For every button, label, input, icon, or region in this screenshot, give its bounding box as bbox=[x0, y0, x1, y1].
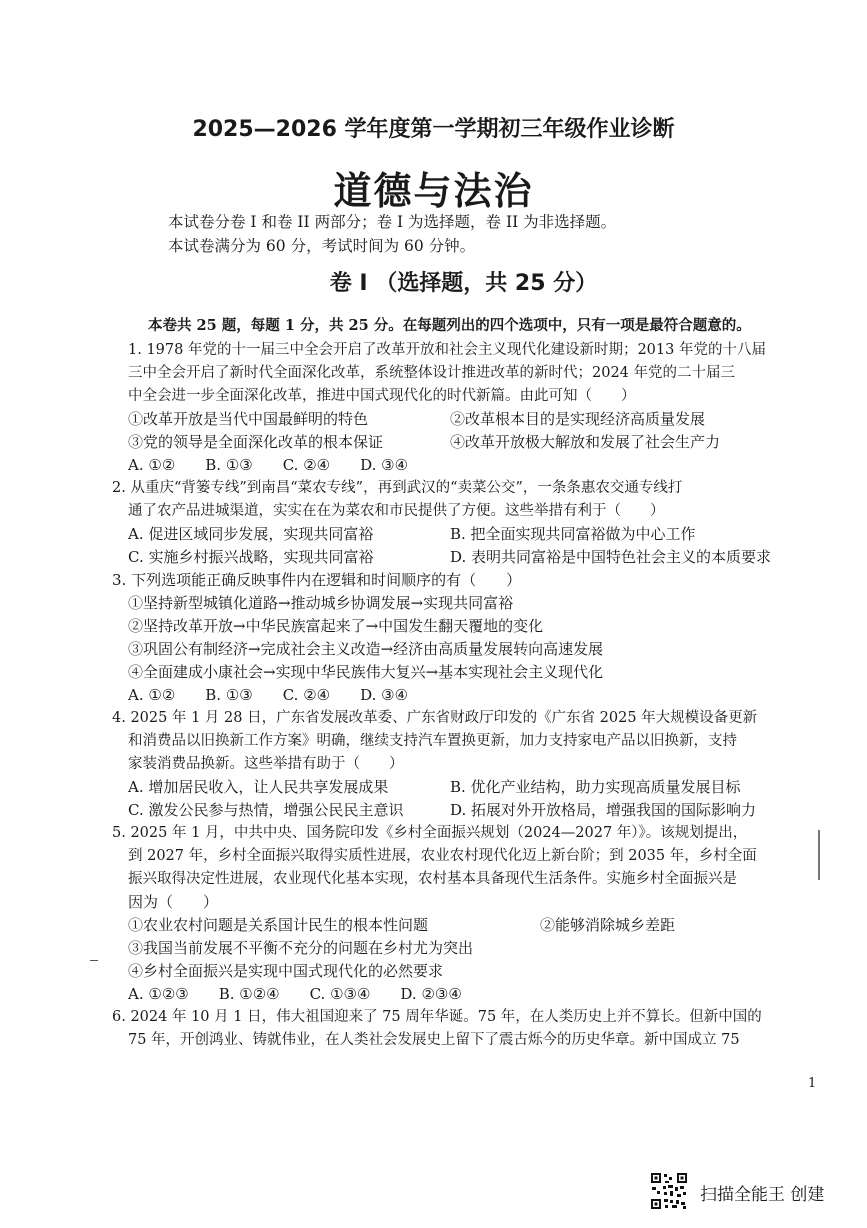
question-3-statement-2: ②坚持改革开放→中华民族富起来了→中国发生翻天覆地的变化 bbox=[128, 617, 544, 635]
scanner-watermark: 扫描全能王 创建 bbox=[700, 1185, 825, 1205]
question-1-line-3: 中全会进一步全面深化改革，推进中国式现代化的时代新篇。由此可知（ ） bbox=[128, 388, 636, 404]
question-1-statement-1: ①改革开放是当代中国最鲜明的特色 bbox=[128, 410, 369, 428]
section-title: 卷 I （选择题，共 25 分） bbox=[329, 271, 598, 296]
scan-artifact bbox=[90, 960, 98, 961]
question-5-statement-1: ①农业农村问题是关系国计民生的根本性问题 bbox=[128, 916, 429, 934]
question-2-option-a: A. 促进区域同步发展，实现共同富裕 bbox=[128, 525, 374, 543]
question-4-option-d: D. 拓展对外开放格局，增强我国的国际影响力 bbox=[450, 801, 757, 819]
question-1-options: A. ①② B. ①③ C. ②④ D. ③④ bbox=[128, 456, 409, 474]
question-3-statement-3: ③巩固公有制经济→完成社会主义改造→经济由高质量发展转向高速发展 bbox=[128, 640, 604, 658]
question-5-statement-3: ③我国当前发展不平衡不充分的问题在乡村尤为突出 bbox=[128, 939, 474, 957]
question-4-option-a: A. 增加居民收入，让人民共享发展成果 bbox=[128, 778, 389, 796]
question-5-line-2: 到 2027 年，乡村全面振兴取得实质性进展，农业农村现代化迈上新台阶；到 2035 年，乡村全面 bbox=[128, 848, 757, 864]
page-number: 1 bbox=[808, 1076, 817, 1091]
question-5-statement-4: ④乡村全面振兴是实现中国式现代化的必然要求 bbox=[128, 962, 444, 980]
scan-edge-mark bbox=[818, 830, 820, 880]
section-instruction: 本卷共 25 题，每题 1 分，共 25 分。在每题列出的四个选项中，只有一项是最符合题意的。 bbox=[148, 317, 751, 334]
question-6-line-2: 75 年，开创鸿业、铸就伟业，在人类社会发展史上留下了震古烁今的历史华章。新中国成立 75 bbox=[128, 1032, 740, 1048]
question-5-options: A. ①②③ B. ①②④ C. ①③④ D. ②③④ bbox=[128, 985, 462, 1003]
question-4-line-1: 4. 2025 年 1 月 28 日，广东省发展改革委、广东省财政厅印发的《广东省 2025 年大规模设备更新 bbox=[112, 710, 758, 726]
question-2-line-1: 2. 从重庆“背篓专线”到南昌“菜农专线”，再到武汉的“卖菜公交”，一条条惠农交通专线打 bbox=[112, 480, 683, 496]
question-3-options: A. ①② B. ①③ C. ②④ D. ③④ bbox=[128, 686, 409, 704]
question-6-line-1: 6. 2024 年 10 月 1 日，伟大祖国迎来了 75 周年华诞。75 年，在人类历史上并不算长。但新中国的 bbox=[112, 1009, 762, 1025]
exam-title: 2025—2026 学年度第一学期初三年级作业诊断 bbox=[192, 117, 675, 142]
question-2-option-c: C. 实施乡村振兴战略，实现共同富裕 bbox=[128, 548, 374, 566]
question-1-statement-4: ④改革开放极大解放和发展了社会生产力 bbox=[450, 433, 721, 451]
question-4-line-2: 和消费品以旧换新工作方案》明确，继续支持汽车置换更新，加力支持家电产品以旧换新，支持 bbox=[128, 733, 737, 749]
intro-line-2: 本试卷满分为 60 分，考试时间为 60 分钟。 bbox=[168, 237, 476, 255]
question-2-option-b: B. 把全面实现共同富裕做为中心工作 bbox=[450, 525, 696, 543]
question-2-option-d: D. 表明共同富裕是中国特色社会主义的本质要求 bbox=[450, 548, 772, 566]
question-1-statement-2: ②改革根本目的是实现经济高质量发展 bbox=[450, 410, 706, 428]
question-5-line-4: 因为（ ） bbox=[128, 893, 219, 911]
question-4-line-3: 家装消费品换新。这些举措有助于（ ） bbox=[128, 756, 404, 772]
question-3-line-1: 3. 下列选项能正确反映事件内在逻辑和时间顺序的有（ ） bbox=[112, 571, 522, 589]
intro-line-1: 本试卷分卷 I 和卷 II 两部分；卷 I 为选择题，卷 II 为非选择题。 bbox=[168, 213, 617, 231]
question-4-option-b: B. 优化产业结构，助力实现高质量发展目标 bbox=[450, 778, 741, 796]
question-5-line-1: 5. 2025 年 1 月，中共中央、国务院印发《乡村全面振兴规划（2024—2027 年）》。该规划提出， bbox=[112, 825, 748, 841]
question-3-statement-1: ①坚持新型城镇化道路→推动城乡协调发展→实现共同富裕 bbox=[128, 594, 514, 612]
question-4-option-c: C. 激发公民参与热情，增强公民民主意识 bbox=[128, 801, 404, 819]
subject-title: 道德与法治 bbox=[333, 169, 534, 213]
question-2-line-2: 通了农产品进城渠道，实实在在为菜农和市民提供了方便。这些举措有利于（ ） bbox=[128, 503, 665, 519]
qr-code-icon bbox=[650, 1172, 688, 1210]
question-5-statement-2: ②能够消除城乡差距 bbox=[540, 916, 676, 934]
question-3-statement-4: ④全面建成小康社会→实现中华民族伟大复兴→基本实现社会主义现代化 bbox=[128, 663, 604, 681]
question-1-line-2: 三中全会开启了新时代全面深化改革，系统整体设计推进改革的新时代；2024 年党的二十届三 bbox=[128, 365, 736, 381]
question-1-statement-3: ③党的领导是全面深化改革的根本保证 bbox=[128, 433, 384, 451]
question-5-line-3: 振兴取得决定性进展，农业现代化基本实现，农村基本具备现代生活条件。实施乡村全面振兴是 bbox=[128, 871, 737, 887]
question-1-line-1: 1. 1978 年党的十一届三中全会开启了改革开放和社会主义现代化建设新时期；2013 年党的十八届 bbox=[128, 342, 766, 358]
